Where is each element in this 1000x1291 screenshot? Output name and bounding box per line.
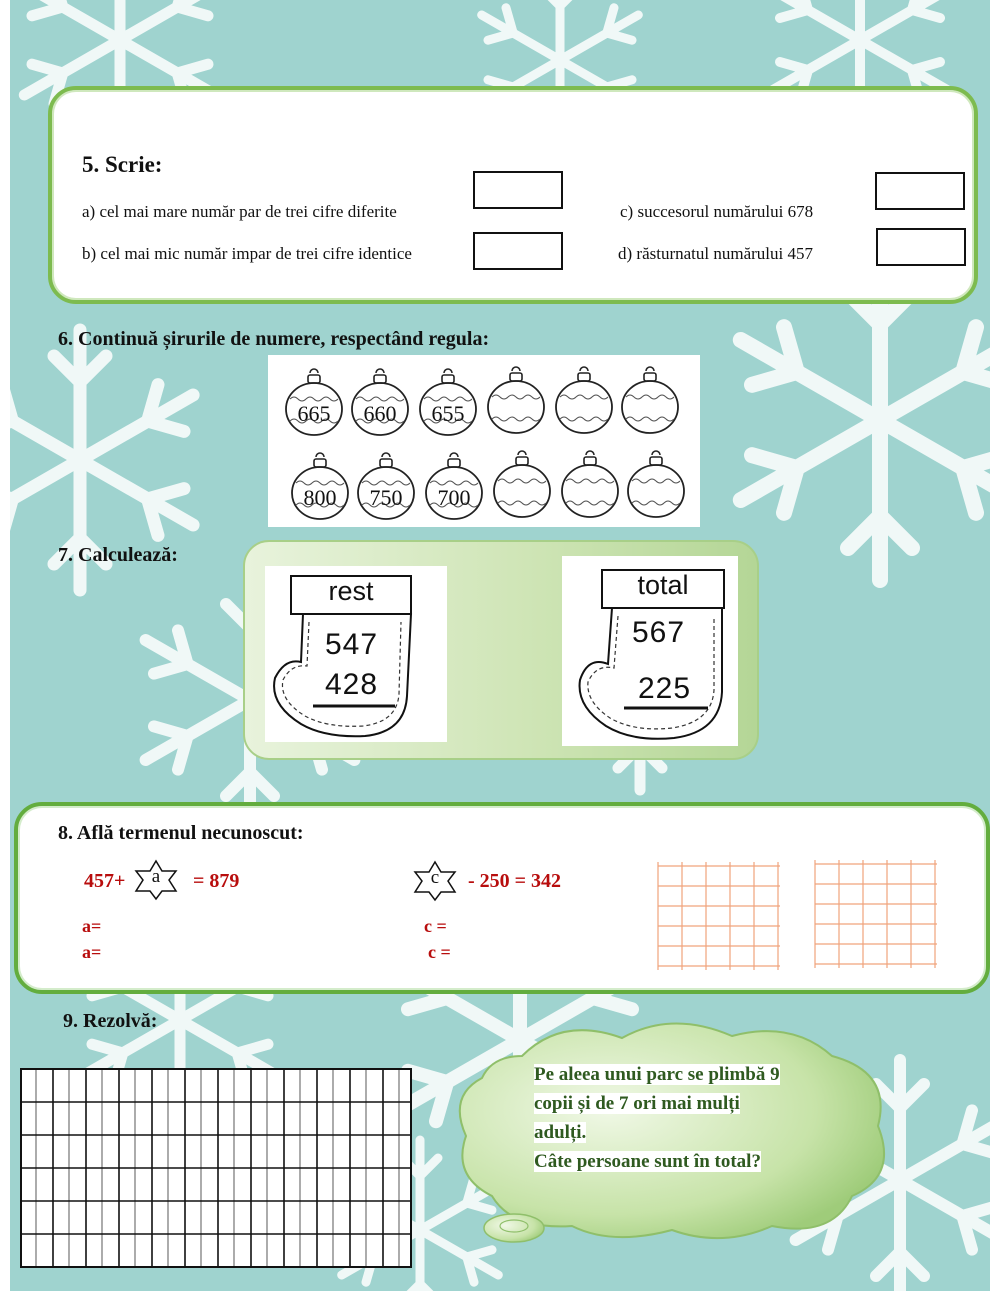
ornament-icon bbox=[356, 449, 416, 521]
exercise-7-title: 7. Calculează: bbox=[58, 544, 178, 566]
problem-line: Câte persoane sunt în total? bbox=[534, 1151, 761, 1172]
ornament-number: 750 bbox=[369, 485, 403, 510]
ornament-empty[interactable] bbox=[560, 447, 620, 519]
ornament-number: 665 bbox=[297, 401, 331, 426]
ornament-sequences bbox=[268, 355, 700, 527]
mitten-label: total bbox=[637, 570, 689, 600]
problem-line: copii și de 7 ori mai mulți bbox=[534, 1093, 740, 1114]
ornament-number: 700 bbox=[437, 485, 471, 510]
orange-grid-right[interactable] bbox=[813, 858, 939, 970]
exercise-5-title: 5. Scrie: bbox=[82, 152, 163, 177]
exercise-8-title: 8. Află termenul necunoscut: bbox=[58, 822, 304, 844]
star-variable-a: a bbox=[151, 866, 161, 887]
exercise-9-title: 9. Rezolvă: bbox=[63, 1010, 158, 1032]
ornament-empty[interactable] bbox=[492, 447, 552, 519]
problem-line: Pe aleea unui parc se plimbă 9 bbox=[534, 1064, 780, 1085]
orange-grid-left[interactable] bbox=[656, 860, 782, 972]
ornament-icon bbox=[424, 449, 484, 521]
mitten-label: rest bbox=[328, 576, 374, 606]
mitten-rest bbox=[265, 566, 447, 742]
mitten-total bbox=[562, 556, 738, 746]
answer-box-5a[interactable] bbox=[473, 171, 563, 209]
answer-c-line-2[interactable]: c = bbox=[428, 942, 451, 962]
exercise-5a-text: a) cel mai mare număr par de trei cifre diferite bbox=[82, 202, 397, 221]
exercise-5d-text: d) răsturnatul numărului 457 bbox=[618, 244, 813, 263]
answer-box-5b[interactable] bbox=[473, 232, 563, 270]
ornament-icon bbox=[418, 365, 478, 437]
answer-grid[interactable] bbox=[20, 1068, 414, 1270]
problem-text bbox=[534, 1060, 854, 1176]
exercise-5b-text: b) cel mai mic număr impar de trei cifre identice bbox=[82, 244, 412, 263]
answer-a-line-2[interactable]: a= bbox=[82, 942, 102, 962]
answer-box-5c[interactable] bbox=[875, 172, 965, 210]
answer-a-line-1[interactable]: a= bbox=[82, 916, 102, 936]
ornament-number: 800 bbox=[303, 485, 337, 510]
ornament-empty[interactable] bbox=[626, 447, 686, 519]
equation-1-left: 457+ bbox=[84, 870, 126, 892]
equation-1-right: = 879 bbox=[193, 870, 240, 892]
mitten-number-1: 567 bbox=[632, 616, 686, 649]
mitten-number-2: 225 bbox=[638, 672, 692, 705]
star-variable-c: c bbox=[430, 867, 440, 888]
answer-box-5d[interactable] bbox=[876, 228, 966, 266]
exercise-5c-text: c) succesorul numărului 678 bbox=[620, 202, 814, 221]
ornament-number: 660 bbox=[363, 401, 397, 426]
ornament-empty[interactable] bbox=[620, 363, 680, 435]
mitten-number-1: 547 bbox=[325, 628, 379, 661]
ornament-icon bbox=[350, 365, 410, 437]
ornament-empty[interactable] bbox=[554, 363, 614, 435]
mitten-number-2: 428 bbox=[325, 668, 379, 701]
ornament-icon bbox=[290, 449, 350, 521]
ornament-icon bbox=[284, 365, 344, 437]
equation-2-right: - 250 = 342 bbox=[468, 870, 562, 892]
answer-c-line-1[interactable]: c = bbox=[424, 916, 447, 936]
ornament-number: 655 bbox=[431, 401, 465, 426]
exercise-6-title: 6. Continuă șirurile de numere, respectând regula: bbox=[58, 328, 490, 350]
ornament-empty[interactable] bbox=[486, 363, 546, 435]
problem-line: adulți. bbox=[534, 1122, 587, 1143]
